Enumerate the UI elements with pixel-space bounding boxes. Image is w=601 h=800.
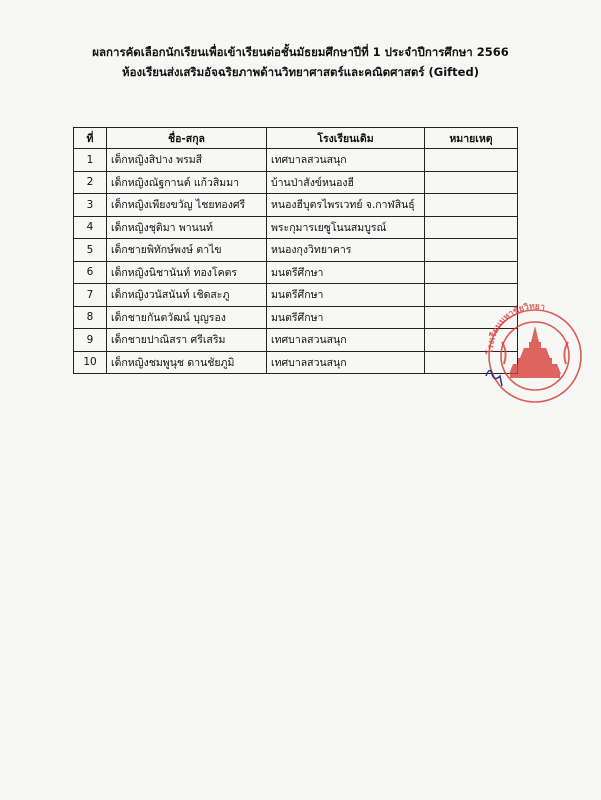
table-row bbox=[74, 194, 518, 217]
table-header-row bbox=[74, 128, 518, 149]
student-name: เด็กหญิงชุติมา พานนท์ bbox=[107, 216, 267, 239]
column-header-note: หมายเหตุ bbox=[425, 128, 518, 149]
row-number: 1 bbox=[74, 149, 107, 172]
student-name: เด็กหญิงสิปาง พรมสี bbox=[107, 149, 267, 172]
previous-school: มนตรีศึกษา bbox=[267, 261, 425, 284]
row-number: 6 bbox=[74, 261, 107, 284]
student-name: เด็กชายกันตวัฒน์ บุญรอง bbox=[107, 306, 267, 329]
row-number: 8 bbox=[74, 306, 107, 329]
student-name: เด็กชายปาณิสรา ศรีเสริม bbox=[107, 329, 267, 352]
previous-school: พระกุมารเยซูโนนสมบูรณ์ bbox=[267, 216, 425, 239]
school-seal-icon bbox=[480, 298, 590, 408]
column-header-school: โรงเรียนเดิม bbox=[267, 128, 425, 149]
student-name: เด็กหญิงวนัสนันท์ เชิดสะภู bbox=[107, 284, 267, 307]
table-row bbox=[74, 261, 518, 284]
table-row bbox=[74, 216, 518, 239]
svg-text:โรงเรียนมหาชัยวิทยา: โรงเรียนมหาชัยวิทยา bbox=[485, 301, 546, 355]
student-list-table bbox=[73, 127, 518, 374]
row-number: 4 bbox=[74, 216, 107, 239]
student-name: เด็กหญิงเพียงขวัญ ไชยทองศรี bbox=[107, 194, 267, 217]
note bbox=[425, 194, 518, 217]
row-number: 9 bbox=[74, 329, 107, 352]
previous-school: มนตรีศึกษา bbox=[267, 306, 425, 329]
document-subtitle: ห้องเรียนส่งเสริมอัจฉริยภาพด้านวิทยาศาสตร์และคณิตศาสตร์ (Gifted) bbox=[122, 65, 479, 79]
previous-school: หนองกุงวิทยาคาร bbox=[267, 239, 425, 262]
previous-school: เทศบาลสวนสนุก bbox=[267, 149, 425, 172]
table-row bbox=[74, 306, 518, 329]
previous-school: เทศบาลสวนสนุก bbox=[267, 329, 425, 352]
previous-school: บ้านป่าสังข์หนองฮี bbox=[267, 171, 425, 194]
column-header-name: ชื่อ-สกุล bbox=[107, 128, 267, 149]
table-row bbox=[74, 149, 518, 172]
column-header-number: ที่ bbox=[74, 128, 107, 149]
row-number: 7 bbox=[74, 284, 107, 307]
note bbox=[425, 216, 518, 239]
note bbox=[425, 171, 518, 194]
student-name: เด็กหญิงชมพูนุช ดานชัยภูมิ bbox=[107, 351, 267, 374]
previous-school: หนองฮีบุตรไพรเวทย์ จ.กาฬสินธุ์ bbox=[267, 194, 425, 217]
table-row bbox=[74, 351, 518, 374]
student-name: เด็กชายพิทักษ์พงษ์ ตาไข bbox=[107, 239, 267, 262]
row-number: 3 bbox=[74, 194, 107, 217]
row-number: 5 bbox=[74, 239, 107, 262]
previous-school: เทศบาลสวนสนุก bbox=[267, 351, 425, 374]
student-name: เด็กหญิงณัฐกานต์ แก้วสิมมา bbox=[107, 171, 267, 194]
note bbox=[425, 239, 518, 262]
table-row bbox=[74, 329, 518, 352]
row-number: 2 bbox=[74, 171, 107, 194]
document-title: ผลการคัดเลือกนักเรียนเพื่อเข้าเรียนต่อชั้นมัธยมศึกษาปีที่ 1 ประจำปีการศึกษา 2566 bbox=[92, 45, 509, 59]
row-number: 10 bbox=[74, 351, 107, 374]
note bbox=[425, 149, 518, 172]
previous-school: มนตรีศึกษา bbox=[267, 284, 425, 307]
table-row bbox=[74, 171, 518, 194]
table-row bbox=[74, 284, 518, 307]
note bbox=[425, 261, 518, 284]
student-name: เด็กหญิงนิชานันท์ ทองโคตร bbox=[107, 261, 267, 284]
table-row bbox=[74, 239, 518, 262]
